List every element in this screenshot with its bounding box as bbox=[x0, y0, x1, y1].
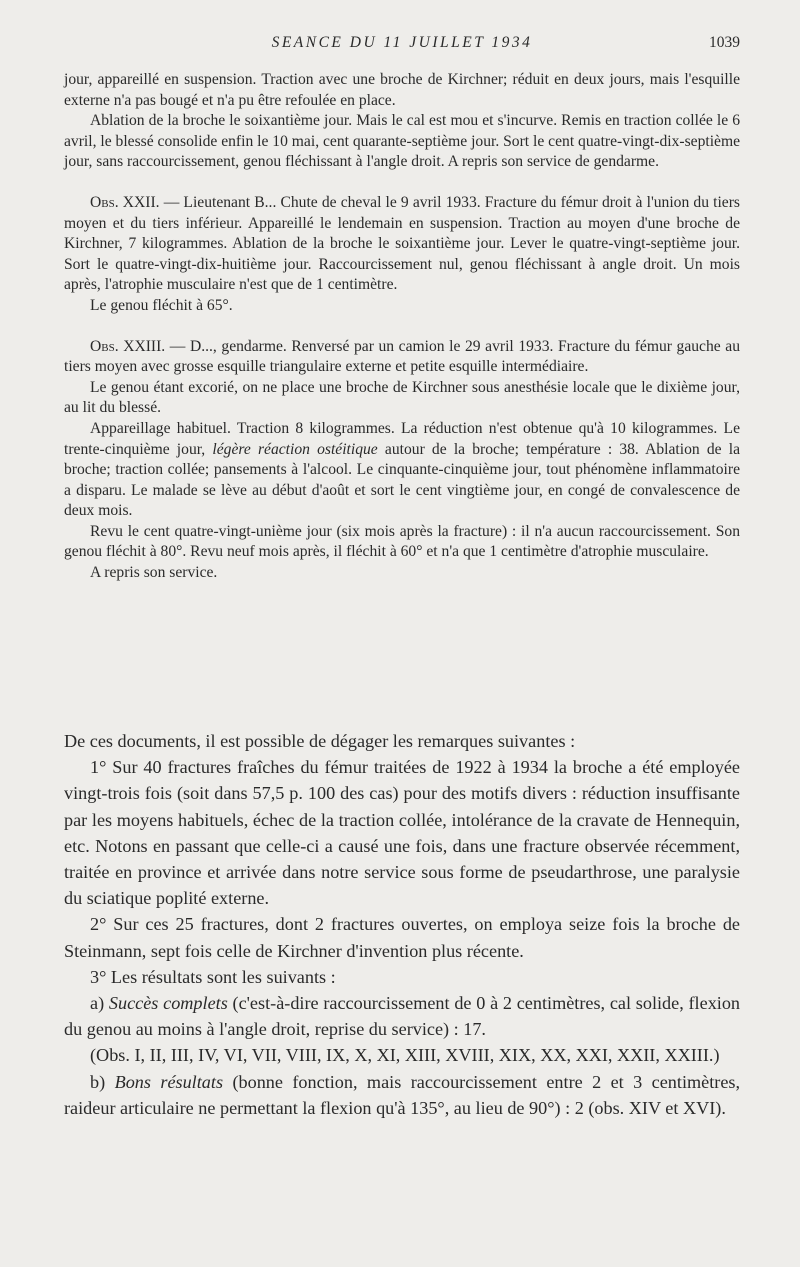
obs-22-label: Obs. XXII. bbox=[90, 193, 160, 211]
obs-22-text: — Lieutenant B... Chute de cheval le 9 avril 1933. Fracture du fémur droit à l'union du tiers moyen et du tiers inférieur. Appareillé le lendemain en suspension. Traction au moyen d'une broche de Kirchner, 7 kilogrammes. Ablation de la broche le soixantième jour. Lever le quatre-vingt-septième jour. Sort le quatre-vingt-dix-huitième jour. Raccourcissement nul, genou fléchissant à angle droit. Un mois après, l'atrophie musculaire n'est que de 1 centimètre. bbox=[64, 193, 740, 294]
obs-23-p3-start: Appareillage habituel. Traction 8 kilogrammes. La réduction n'est obtenue qu'à 10 kilogrammes. Le trente-cinquième jour, bbox=[64, 419, 740, 458]
remark-3: 3° Les résultats sont les suivants : bbox=[90, 966, 336, 987]
observation-23 bbox=[64, 337, 740, 378]
obs-23-paragraph-3 bbox=[64, 419, 740, 522]
obs-23-label: Obs. XXIII. bbox=[90, 337, 166, 355]
obs-23-p3-italic: légère réaction ostéitique bbox=[212, 440, 378, 458]
obs-23-paragraph-5: A repris son service. bbox=[90, 564, 218, 582]
observations-section bbox=[64, 70, 740, 584]
result-a-observations: (Obs. I, II, III, IV, VI, VII, VIII, IX, X, XI, XIII, XVIII, XIX, XX, XXI, XXII, XXIII.) bbox=[90, 1045, 720, 1066]
result-a-title: Succès complets bbox=[108, 993, 228, 1014]
remarks-intro: De ces documents, il est possible de dégager les remarques suivantes : bbox=[64, 731, 576, 751]
obs-23-paragraph-2: Le genou étant excorié, on ne place une broche de Kirchner sous anesthésie locale que le dixième jour, au lit du blessé. bbox=[64, 378, 740, 417]
obs-23-paragraph-4: Revu le cent quatre-vingt-unième jour (six mois après la fracture) : il n'a aucun raccourcissement. Son genou fléchit à 80°. Revu neuf mois après, il fléchit à 60° et n'a que 1 centimètre d'atrophie musculaire. bbox=[64, 522, 740, 561]
obs-23-p3-end: autour de la broche; température : 38. Ablation de la broche; traction collée; pansements à l'alcool. Le cinquante-cinquième jour, tout phénomène inflammatoire a disparu. Le malade se lève au début d'août et sort le cent vingtième jour, en congé de convalescence de deux mois. bbox=[64, 440, 741, 520]
result-a-label: a) bbox=[90, 993, 105, 1014]
paragraph-continuation: jour, appareillé en suspension. Traction avec une broche de Kirchner; réduit en deux jours, mais l'esquille externe n'a pas bougé et n'a pu être refoulée en place. bbox=[64, 71, 740, 109]
result-a bbox=[64, 990, 740, 1042]
remark-1: 1° Sur 40 fractures fraîches du fémur traitées de 1922 à 1934 la broche a été employée vingt-trois fois (soit dans 57,5 p. 100 des cas) pour des motifs divers : réduction insuffisante par les moyens habituels, échec de la traction collée, intolérance de la cravate de Hennequin, etc. Notons en passant que celle-ci a causé une fois, dans une fracture observée récemment, traitée en province et arrivée dans notre service sous forme de pseudarthrose, une paralysie du sciatique poplité externe. bbox=[64, 757, 740, 909]
running-header bbox=[64, 34, 740, 56]
header-title: SEANCE DU 11 JUILLET 1934 bbox=[271, 34, 533, 51]
result-b-label: b) bbox=[90, 1071, 106, 1092]
remark-2: 2° Sur ces 25 fractures, dont 2 fractures ouvertes, on employa seize fois la broche de Steinmann, sept fois celle de Kirchner d'invention plus récente. bbox=[64, 914, 740, 961]
result-b-title: Bons résultats bbox=[114, 1071, 224, 1092]
result-b bbox=[64, 1069, 740, 1121]
page-number: 1039 bbox=[709, 34, 740, 51]
obs-22-knee: Le genou fléchit à 65°. bbox=[90, 296, 233, 314]
result-a-text: (c'est-à-dire raccourcissement de 0 à 2 centimètres, cal solide, flexion du genou au moins à l'angle droit, reprise du service) : 17. bbox=[64, 993, 741, 1040]
paragraph-ablation: Ablation de la broche le soixantième jour. Mais le cal est mou et s'incurve. Remis en traction collée le 6 avril, le blessé consolide enfin le 10 mai, cent quarante-septième jour. Sort le cent quatre-vingt-dix-septième jour, sans raccourcissement, genou fléchissant à l'angle droit. A repris son service de gendarme. bbox=[64, 112, 740, 171]
result-b-text: (bonne fonction, mais raccourcissement entre 2 et 3 centimètres, raideur articulaire ne permettant la flexion qu'à 135°, au lieu de 90°) : 2 (obs. XIV et XVI). bbox=[64, 1071, 741, 1118]
obs-23-text: — D..., gendarme. Renversé par un camion le 29 avril 1933. Fracture du fémur gauche au tiers moyen avec grosse esquille triangulaire externe et petite esquille intermédiaire. bbox=[64, 337, 740, 376]
observation-22 bbox=[64, 193, 740, 296]
remarks-section bbox=[64, 728, 740, 1121]
